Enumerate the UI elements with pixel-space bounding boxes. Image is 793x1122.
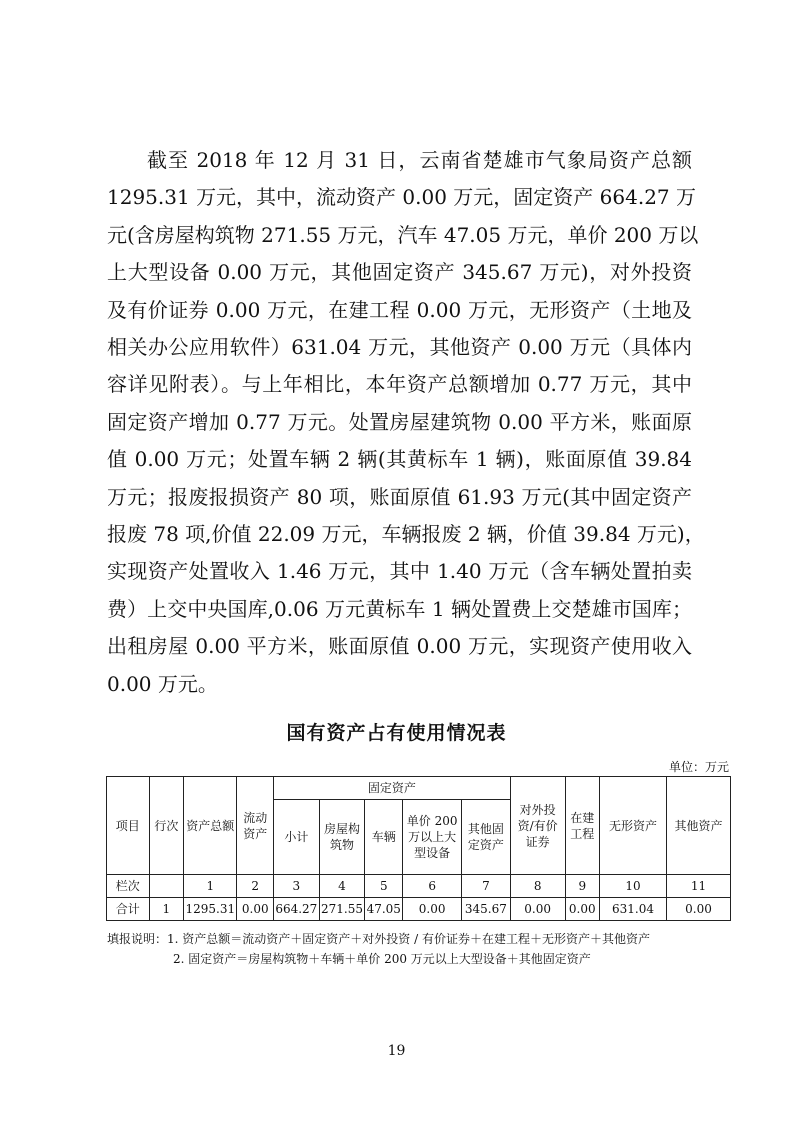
header-row-no: 行次: [149, 777, 183, 875]
table-cell: 4: [319, 875, 365, 898]
paragraph-line: 元(含房屋构筑物 271.55 万元，汽车 47.05 万元，单价 200 万以: [107, 222, 699, 247]
table-cell: 345.67: [462, 898, 511, 921]
header-current: 流动资产: [237, 777, 274, 875]
table-cell: 1: [184, 875, 237, 898]
table-cell: 0.00: [403, 898, 462, 921]
header-intangible: 无形资产: [600, 777, 667, 875]
table-cell: 栏次: [107, 875, 150, 898]
table-cell: 3: [274, 875, 320, 898]
header-total: 资产总额: [184, 777, 237, 875]
column-number-row: [107, 875, 731, 898]
header-subtotal: 小计: [274, 800, 320, 875]
table-cell: 合计: [107, 898, 150, 921]
table-cell: 6: [403, 875, 462, 898]
paragraph-line: 0.00 万元。: [107, 671, 218, 696]
paragraph-line: 相关办公应用软件）631.04 万元，其他资产 0.00 万元（具体内: [107, 335, 692, 360]
table-cell: [149, 875, 183, 898]
paragraph-line: 固定资产增加 0.77 万元。处置房屋建筑物 0.00 平方米，账面原: [107, 409, 692, 434]
total-row: [107, 898, 731, 921]
paragraph-line: 出租房屋 0.00 平方米，账面原值 0.00 万元，实现资产使用收入: [107, 634, 692, 659]
paragraph-line: 截至 2018 年 12 月 31 日，云南省楚雄市气象局资产总额: [147, 148, 692, 172]
paragraph-line: 报废 78 项,价值 22.09 万元，车辆报废 2 辆，价值 39.84 万元)，: [107, 522, 705, 547]
paragraph-line: 实现资产处置收入 1.46 万元，其中 1.40 万元（含车辆处置拍卖: [107, 559, 692, 584]
table-cell: 10: [600, 875, 667, 898]
table-cell: 664.27: [274, 898, 320, 921]
paragraph-line: 值 0.00 万元；处置车辆 2 辆(其黄标车 1 辆)，账面原值 39.84: [107, 447, 692, 472]
body-paragraph: [107, 142, 705, 703]
table-cell: 9: [565, 875, 599, 898]
table-cell: 1: [149, 898, 183, 921]
note-line-2: 2. 固定资产＝房屋构筑物＋车辆＋单价 200 万元以上大型设备＋其他固定资产: [173, 952, 591, 966]
table-cell: 7: [462, 875, 511, 898]
paragraph-line: 费）上交中央国库,0.06 万元黄标车 1 辆处置费上交楚雄市国库；: [107, 596, 692, 621]
filling-notes: [107, 929, 650, 969]
paragraph-line: 容详见附表）。与上年相比，本年资产总额增加 0.77 万元，其中: [107, 372, 692, 397]
table-cell: 631.04: [600, 898, 667, 921]
unit-label: 单位：万元: [668, 760, 729, 774]
header-vehicles: 车辆: [365, 800, 403, 875]
header-fixed-group: 固定资产: [274, 777, 511, 800]
table-cell: 2: [237, 875, 274, 898]
table-cell: 11: [666, 875, 730, 898]
table-cell: 0.00: [510, 898, 565, 921]
table-header-row: [107, 777, 731, 800]
paragraph-line: 1295.31 万元，其中，流动资产 0.00 万元，固定资产 664.27 万: [107, 185, 697, 210]
table-cell: 8: [510, 875, 565, 898]
table-cell: 47.05: [365, 898, 403, 921]
table-cell: 0.00: [565, 898, 599, 921]
header-construction: 在建工程: [565, 777, 599, 875]
note-line-1: 填报说明：1. 资产总额＝流动资产＋固定资产＋对外投资 / 有价证券＋在建工程＋无形资产＋其他资产: [107, 932, 650, 946]
table-cell: 0.00: [666, 898, 730, 921]
asset-table: [106, 776, 731, 921]
page-number: 19: [387, 1043, 406, 1059]
paragraph-line: 万元；报废报损资产 80 项，账面原值 61.93 万元(其中固定资产: [107, 484, 692, 509]
header-other: 其他资产: [666, 777, 730, 875]
table-cell: 0.00: [237, 898, 274, 921]
table-cell: 5: [365, 875, 403, 898]
header-large-equipment: 单价 200 万以上大型设备: [403, 800, 462, 875]
paragraph-line: 及有价证券 0.00 万元，在建工程 0.00 万元，无形资产（土地及: [107, 297, 692, 322]
header-buildings: 房屋构筑物: [319, 800, 365, 875]
paragraph-line: 上大型设备 0.00 万元，其他固定资产 345.67 万元)，对外投资: [107, 260, 692, 285]
table-cell: 271.55: [319, 898, 365, 921]
header-investment: 对外投资/有价证券: [510, 777, 565, 875]
table-title: 国有资产占有使用情况表: [286, 722, 507, 744]
header-item: 项目: [107, 777, 150, 875]
table-cell: 1295.31: [184, 898, 237, 921]
header-other-fixed: 其他固定资产: [462, 800, 511, 875]
